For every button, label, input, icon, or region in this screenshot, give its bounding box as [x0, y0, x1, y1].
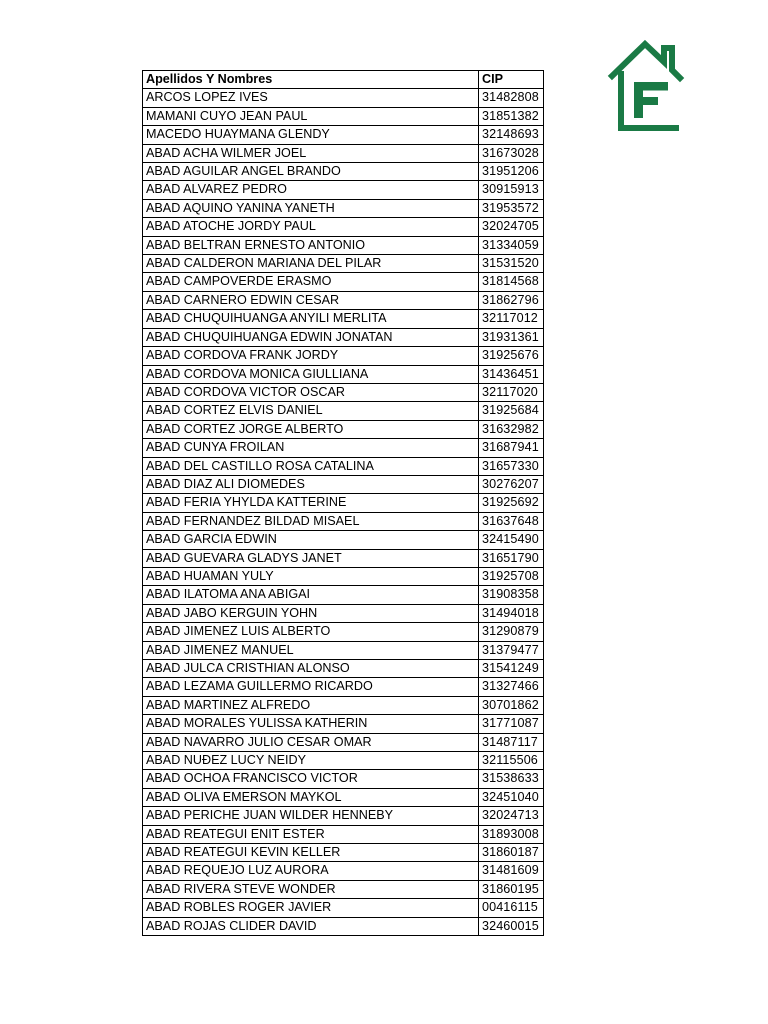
cell-cip: 31651790	[479, 549, 544, 567]
cell-name: ABAD CORDOVA MONICA GIULLIANA	[143, 365, 479, 383]
column-header-name: Apellidos Y Nombres	[143, 71, 479, 89]
cell-name: ABAD CHUQUIHUANGA EDWIN JONATAN	[143, 328, 479, 346]
table-row	[143, 475, 544, 493]
cell-cip: 31925676	[479, 347, 544, 365]
cell-cip: 31541249	[479, 660, 544, 678]
table-row	[143, 126, 544, 144]
table-row	[143, 880, 544, 898]
table-row	[143, 623, 544, 641]
cell-name: ABAD CARNERO EDWIN CESAR	[143, 291, 479, 309]
roster-table	[142, 70, 544, 936]
cell-name: ABAD RIVERA STEVE WONDER	[143, 880, 479, 898]
cell-name: ABAD CORDOVA FRANK JORDY	[143, 347, 479, 365]
table-row	[143, 862, 544, 880]
cell-name: ABAD NAVARRO JULIO CESAR OMAR	[143, 733, 479, 751]
cell-cip: 31531520	[479, 255, 544, 273]
cell-name: ABAD ROBLES ROGER JAVIER	[143, 899, 479, 917]
cell-name: ABAD CHUQUIHUANGA ANYILI MERLITA	[143, 310, 479, 328]
cell-name: ABAD JABO KERGUIN YOHN	[143, 604, 479, 622]
table-row	[143, 549, 544, 567]
table-row	[143, 273, 544, 291]
cell-name: ABAD OLIVA EMERSON MAYKOL	[143, 788, 479, 806]
cell-name: ABAD JIMENEZ MANUEL	[143, 641, 479, 659]
table-row	[143, 402, 544, 420]
table-row	[143, 420, 544, 438]
cell-cip: 32024705	[479, 218, 544, 236]
cell-cip: 31925692	[479, 494, 544, 512]
cell-cip: 31673028	[479, 144, 544, 162]
table-row	[143, 199, 544, 217]
cell-cip: 31860187	[479, 844, 544, 862]
table-row	[143, 567, 544, 585]
cell-name: ABAD CALDERON MARIANA DEL PILAR	[143, 255, 479, 273]
cell-cip: 30915913	[479, 181, 544, 199]
cell-cip: 30276207	[479, 475, 544, 493]
table-row	[143, 512, 544, 530]
cell-cip: 32148693	[479, 126, 544, 144]
cell-cip: 31925684	[479, 402, 544, 420]
table-row	[143, 752, 544, 770]
table-row	[143, 310, 544, 328]
cell-cip: 31290879	[479, 623, 544, 641]
table-row	[143, 899, 544, 917]
house-logo-icon	[604, 36, 686, 134]
table-row	[143, 181, 544, 199]
table-row	[143, 163, 544, 181]
table-row	[143, 807, 544, 825]
table-row	[143, 660, 544, 678]
column-header-cip: CIP	[479, 71, 544, 89]
cell-cip: 32024713	[479, 807, 544, 825]
table-row	[143, 328, 544, 346]
cell-name: ABAD HUAMAN YULY	[143, 567, 479, 585]
table-row	[143, 144, 544, 162]
cell-cip: 31482808	[479, 89, 544, 107]
table-row	[143, 844, 544, 862]
cell-name: ABAD OCHOA FRANCISCO VICTOR	[143, 770, 479, 788]
cell-cip: 31860195	[479, 880, 544, 898]
cell-cip: 31925708	[479, 567, 544, 585]
table-row	[143, 825, 544, 843]
cell-cip: 31334059	[479, 236, 544, 254]
cell-name: ABAD GARCIA EDWIN	[143, 531, 479, 549]
table-row	[143, 365, 544, 383]
cell-name: ABAD CORTEZ JORGE ALBERTO	[143, 420, 479, 438]
cell-name: ABAD REATEGUI KEVIN KELLER	[143, 844, 479, 862]
cell-cip: 31951206	[479, 163, 544, 181]
table-row	[143, 641, 544, 659]
cell-name: ARCOS LOPEZ IVES	[143, 89, 479, 107]
cell-cip: 31481609	[479, 862, 544, 880]
cell-cip: 31687941	[479, 439, 544, 457]
cell-cip: 32117012	[479, 310, 544, 328]
cell-cip: 31893008	[479, 825, 544, 843]
cell-name: ABAD CORDOVA VICTOR OSCAR	[143, 383, 479, 401]
cell-cip: 32451040	[479, 788, 544, 806]
table-row	[143, 291, 544, 309]
cell-cip: 31908358	[479, 586, 544, 604]
cell-name: ABAD CORTEZ ELVIS DANIEL	[143, 402, 479, 420]
table-row	[143, 696, 544, 714]
cell-name: ABAD MARTINEZ ALFREDO	[143, 696, 479, 714]
table-row	[143, 457, 544, 475]
table-header-row	[143, 71, 544, 89]
cell-cip: 00416115	[479, 899, 544, 917]
table-row	[143, 678, 544, 696]
cell-name: ABAD PERICHE JUAN WILDER HENNEBY	[143, 807, 479, 825]
table-row	[143, 347, 544, 365]
table-body	[143, 89, 544, 936]
table-row	[143, 917, 544, 935]
cell-name: ABAD JIMENEZ LUIS ALBERTO	[143, 623, 479, 641]
cell-name: ABAD JULCA CRISTHIAN ALONSO	[143, 660, 479, 678]
table-row	[143, 531, 544, 549]
cell-name: ABAD CUNYA FROILAN	[143, 439, 479, 457]
cell-name: ABAD NUĐEZ LUCY NEIDY	[143, 752, 479, 770]
table-row	[143, 107, 544, 125]
cell-name: ABAD AGUILAR ANGEL BRANDO	[143, 163, 479, 181]
cell-name: ABAD FERIA YHYLDA KATTERINE	[143, 494, 479, 512]
table-row	[143, 439, 544, 457]
table-row	[143, 218, 544, 236]
cell-name: ABAD BELTRAN ERNESTO ANTONIO	[143, 236, 479, 254]
cell-cip: 31931361	[479, 328, 544, 346]
cell-cip: 31379477	[479, 641, 544, 659]
cell-cip: 30701862	[479, 696, 544, 714]
cell-cip: 31436451	[479, 365, 544, 383]
cell-cip: 31814568	[479, 273, 544, 291]
table-row	[143, 89, 544, 107]
cell-name: ABAD CAMPOVERDE ERASMO	[143, 273, 479, 291]
cell-name: ABAD FERNANDEZ BILDAD MISAEL	[143, 512, 479, 530]
cell-name: ABAD DIAZ ALI DIOMEDES	[143, 475, 479, 493]
table-row	[143, 733, 544, 751]
cell-name: ABAD REATEGUI ENIT ESTER	[143, 825, 479, 843]
table-row	[143, 255, 544, 273]
cell-name: ABAD REQUEJO LUZ AURORA	[143, 862, 479, 880]
cell-cip: 31637648	[479, 512, 544, 530]
cell-cip: 31851382	[479, 107, 544, 125]
table-row	[143, 770, 544, 788]
table-row	[143, 788, 544, 806]
table-row	[143, 604, 544, 622]
cell-cip: 32415490	[479, 531, 544, 549]
cell-cip: 32117020	[479, 383, 544, 401]
cell-name: ABAD MORALES YULISSA KATHERIN	[143, 715, 479, 733]
table-row	[143, 236, 544, 254]
table-row	[143, 586, 544, 604]
cell-name: ABAD AQUINO YANINA YANETH	[143, 199, 479, 217]
cell-cip: 31327466	[479, 678, 544, 696]
cell-cip: 31494018	[479, 604, 544, 622]
cell-name: ABAD GUEVARA GLADYS JANET	[143, 549, 479, 567]
cell-cip: 31862796	[479, 291, 544, 309]
cell-name: MAMANI CUYO JEAN PAUL	[143, 107, 479, 125]
cell-cip: 31632982	[479, 420, 544, 438]
table-row	[143, 383, 544, 401]
cell-cip: 31771087	[479, 715, 544, 733]
cell-name: ABAD ATOCHE JORDY PAUL	[143, 218, 479, 236]
cell-cip: 32460015	[479, 917, 544, 935]
cell-cip: 31953572	[479, 199, 544, 217]
cell-cip: 31538633	[479, 770, 544, 788]
cell-name: ABAD DEL CASTILLO ROSA CATALINA	[143, 457, 479, 475]
cell-name: ABAD ALVAREZ PEDRO	[143, 181, 479, 199]
cell-name: ABAD ACHA WILMER JOEL	[143, 144, 479, 162]
table-row	[143, 494, 544, 512]
cell-cip: 32115506	[479, 752, 544, 770]
cell-name: MACEDO HUAYMANA GLENDY	[143, 126, 479, 144]
cell-name: ABAD ROJAS CLIDER DAVID	[143, 917, 479, 935]
cell-cip: 31657330	[479, 457, 544, 475]
cell-name: ABAD ILATOMA ANA ABIGAI	[143, 586, 479, 604]
cell-name: ABAD LEZAMA GUILLERMO RICARDO	[143, 678, 479, 696]
table-row	[143, 715, 544, 733]
cell-cip: 31487117	[479, 733, 544, 751]
